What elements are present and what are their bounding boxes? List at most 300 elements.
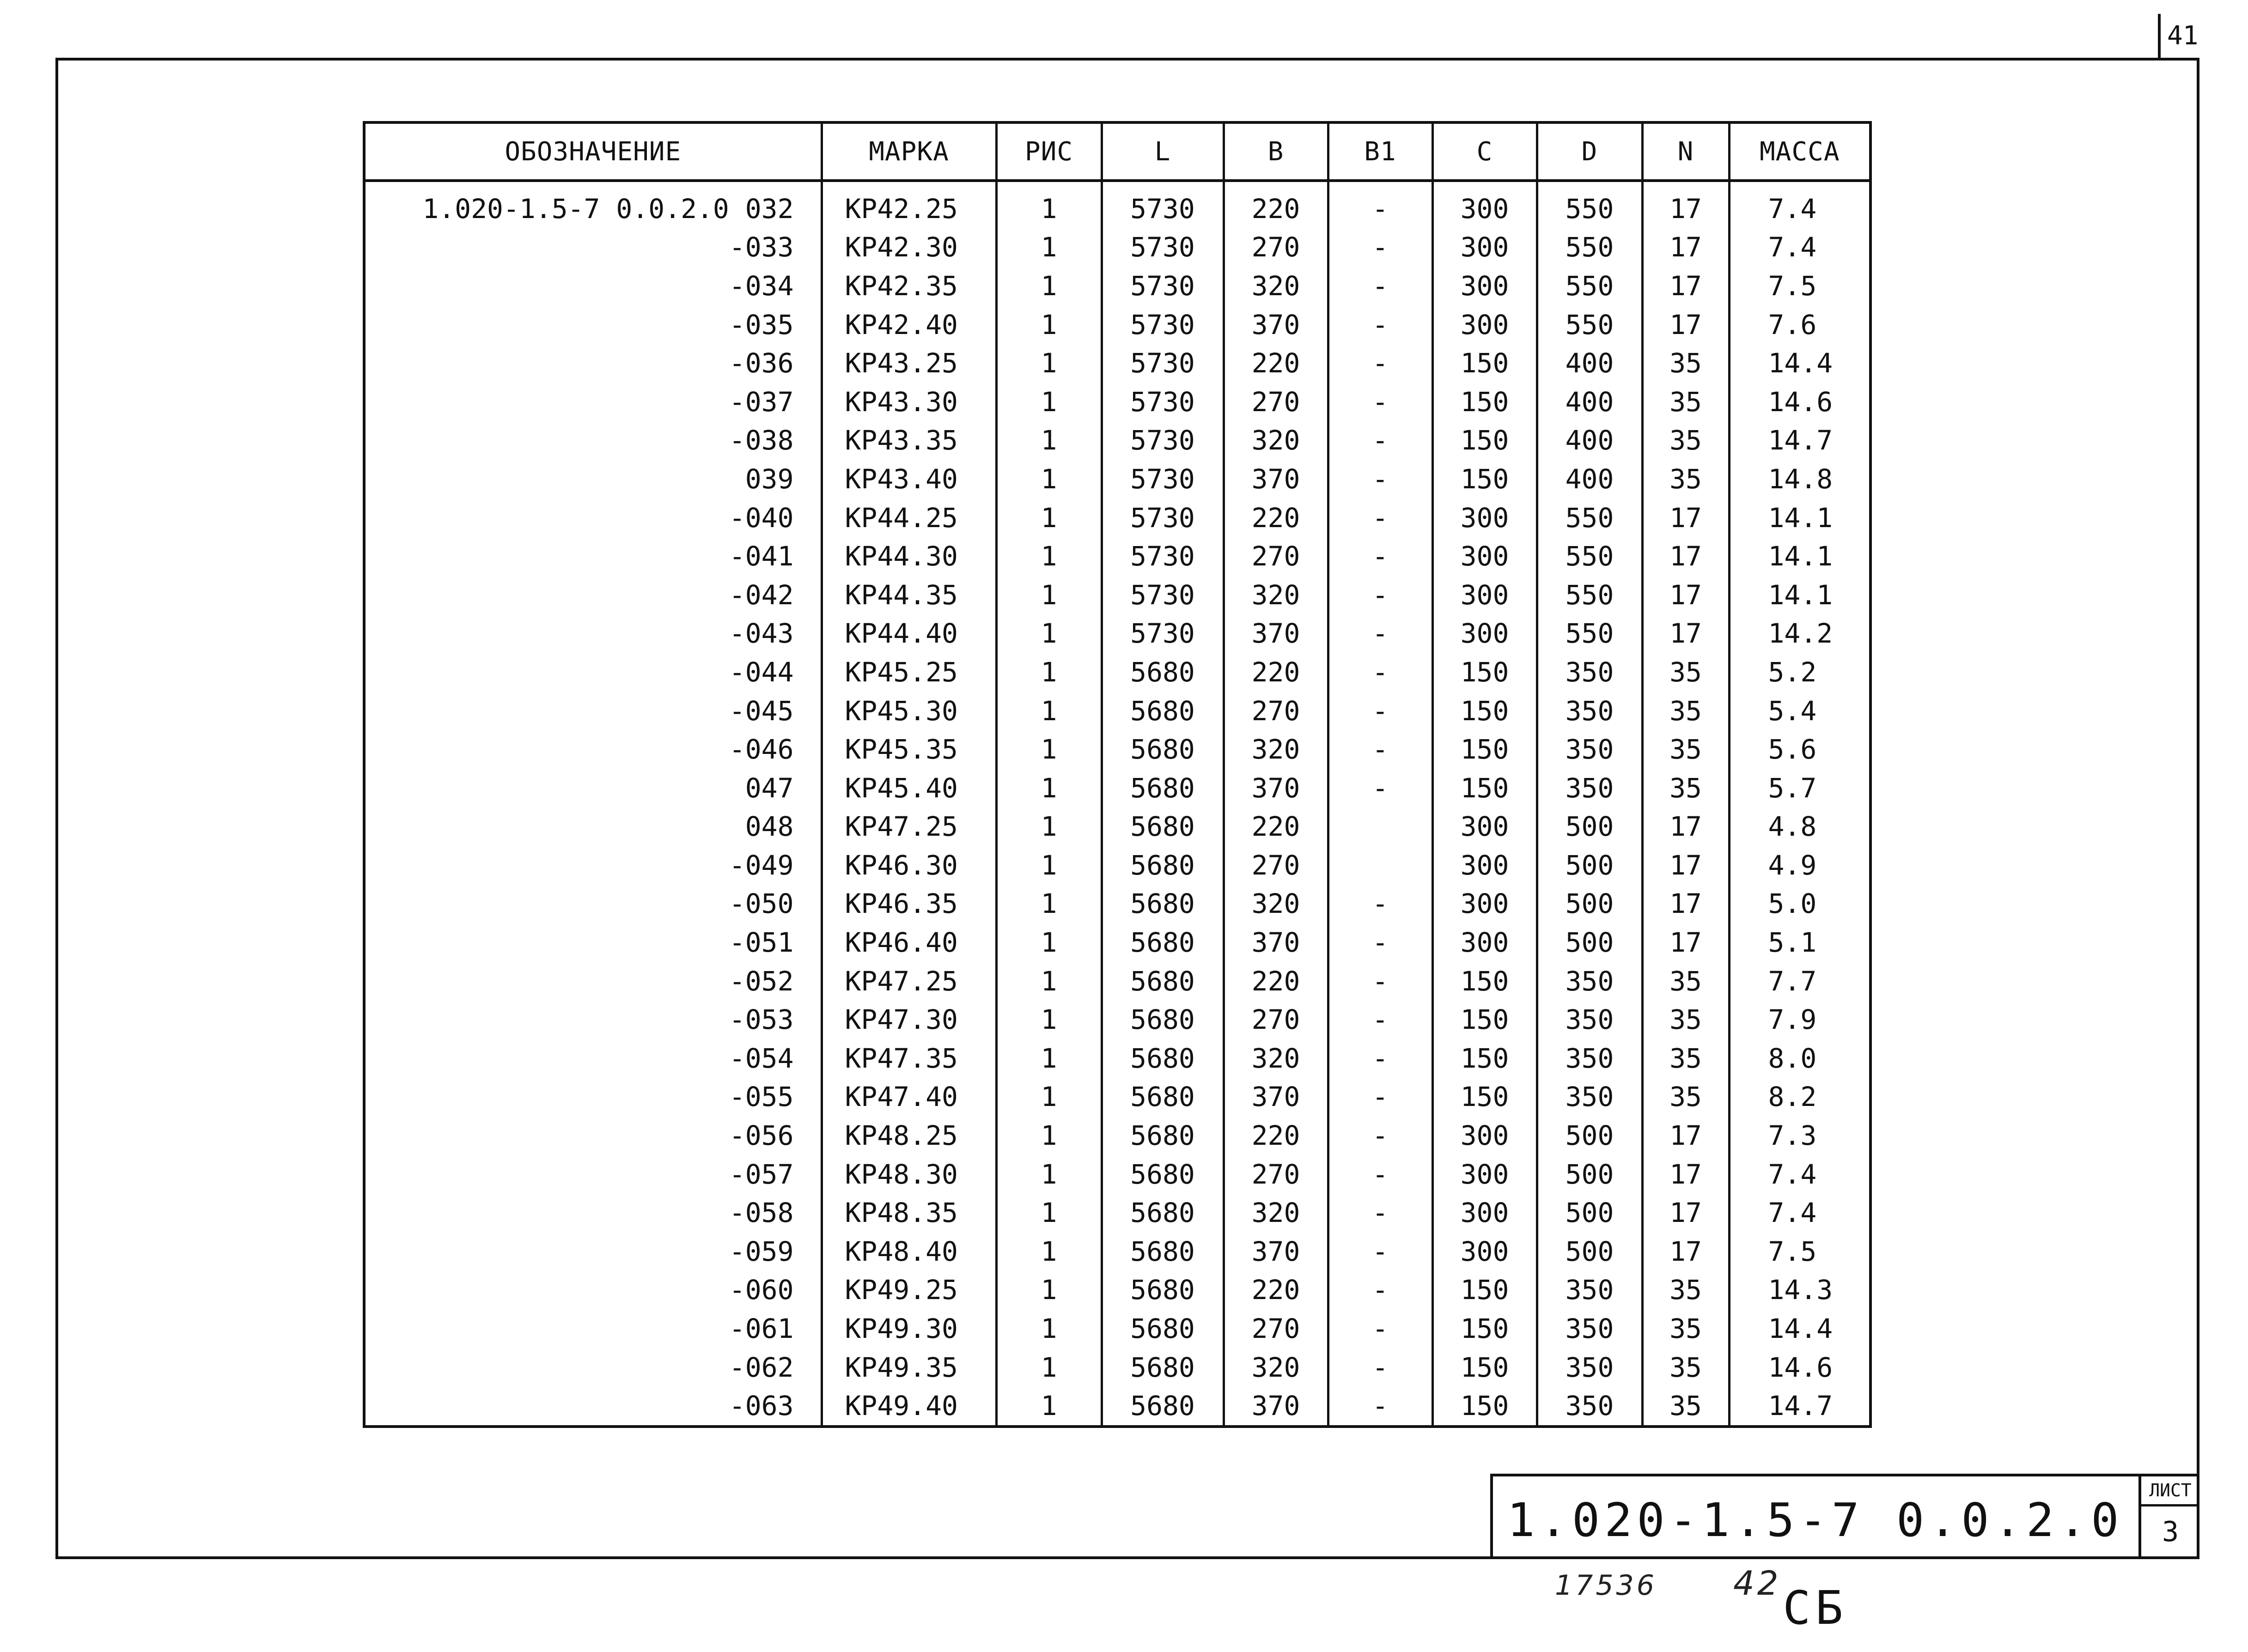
table-row xyxy=(364,962,1870,1001)
table-row xyxy=(364,1271,1870,1310)
table-row xyxy=(364,692,1870,730)
cell-figure: 1 xyxy=(996,692,1102,730)
cell-designation: -059 xyxy=(729,1235,794,1267)
cell-n: 17 xyxy=(1642,846,1729,885)
cell-c: 300 xyxy=(1432,923,1537,962)
table-row xyxy=(364,1386,1870,1427)
cell-l: 5680 xyxy=(1102,1078,1224,1117)
inventory-page: 42 xyxy=(1733,1564,1781,1603)
cell-mass: 14.4 xyxy=(1729,344,1870,383)
cell-mark: KP43.25 xyxy=(822,344,996,383)
table-row xyxy=(364,846,1870,885)
cell-b1: - xyxy=(1328,614,1432,653)
cell-b: 220 xyxy=(1224,181,1328,228)
cell-mass: 14.1 xyxy=(1729,576,1870,614)
cell-mass: 14.1 xyxy=(1729,537,1870,576)
cell-n: 35 xyxy=(1642,1271,1729,1310)
table-row xyxy=(364,808,1870,846)
cell-d: 550 xyxy=(1537,537,1642,576)
cell-c: 300 xyxy=(1432,537,1537,576)
cell-b1: - xyxy=(1328,421,1432,460)
cell-l: 5680 xyxy=(1102,1348,1224,1387)
cell-n: 35 xyxy=(1642,1000,1729,1039)
cell-l: 5730 xyxy=(1102,460,1224,498)
cell-designation: -058 xyxy=(729,1197,794,1229)
cell-b: 270 xyxy=(1224,537,1328,576)
cell-l: 5730 xyxy=(1102,181,1224,228)
cell-n: 17 xyxy=(1642,1193,1729,1232)
table-row xyxy=(364,1193,1870,1232)
cell-b1: - xyxy=(1328,1116,1432,1155)
cell-mark: KP42.40 xyxy=(822,305,996,344)
cell-d: 550 xyxy=(1537,228,1642,267)
cell-d: 350 xyxy=(1537,1000,1642,1039)
cell-b: 320 xyxy=(1224,421,1328,460)
cell-mass: 14.3 xyxy=(1729,1271,1870,1310)
table-row xyxy=(364,1348,1870,1387)
cell-b: 270 xyxy=(1224,228,1328,267)
cell-b1: - xyxy=(1328,181,1432,228)
cell-mark: KP48.35 xyxy=(822,1193,996,1232)
cell-d: 500 xyxy=(1537,1116,1642,1155)
cell-designation: -041 xyxy=(729,541,794,572)
cell-l: 5680 xyxy=(1102,1155,1224,1194)
cell-d: 500 xyxy=(1537,808,1642,846)
cell-mass: 7.7 xyxy=(1729,962,1870,1001)
cell-l: 5730 xyxy=(1102,614,1224,653)
cell-n: 35 xyxy=(1642,1386,1729,1427)
column-header-n: N xyxy=(1642,122,1729,181)
cell-designation: -045 xyxy=(729,695,794,727)
cell-b: 220 xyxy=(1224,1116,1328,1155)
cell-mark: KP44.40 xyxy=(822,614,996,653)
cell-mass: 4.8 xyxy=(1729,808,1870,846)
cell-b1 xyxy=(1328,846,1432,885)
cell-b: 320 xyxy=(1224,576,1328,614)
cell-figure: 1 xyxy=(996,421,1102,460)
cell-designation: -037 xyxy=(729,386,794,418)
cell-l: 5680 xyxy=(1102,1000,1224,1039)
cell-b1: - xyxy=(1328,537,1432,576)
cell-l: 5680 xyxy=(1102,769,1224,808)
cell-d: 500 xyxy=(1537,885,1642,923)
cell-c: 300 xyxy=(1432,305,1537,344)
cell-figure: 1 xyxy=(996,614,1102,653)
cell-b: 320 xyxy=(1224,1193,1328,1232)
cell-b1: - xyxy=(1328,267,1432,305)
cell-c: 300 xyxy=(1432,267,1537,305)
cell-b1: - xyxy=(1328,228,1432,267)
cell-c: 150 xyxy=(1432,962,1537,1001)
table-row xyxy=(364,923,1870,962)
cell-c: 300 xyxy=(1432,498,1537,537)
cell-designation: -055 xyxy=(729,1081,794,1113)
cell-mass: 7.4 xyxy=(1729,1155,1870,1194)
cell-designation: -053 xyxy=(729,1004,794,1036)
cell-b1: - xyxy=(1328,730,1432,769)
table-row xyxy=(364,498,1870,537)
cell-figure: 1 xyxy=(996,1116,1102,1155)
cell-d: 350 xyxy=(1537,1271,1642,1310)
cell-b: 370 xyxy=(1224,1232,1328,1271)
cell-figure: 1 xyxy=(996,923,1102,962)
column-header-mass: МАССА xyxy=(1729,122,1870,181)
table-row xyxy=(364,181,1870,228)
cell-designation: -063 xyxy=(729,1390,794,1422)
cell-mark: KP46.30 xyxy=(822,846,996,885)
cell-mass: 14.2 xyxy=(1729,614,1870,653)
cell-b1: - xyxy=(1328,923,1432,962)
cell-d: 350 xyxy=(1537,1309,1642,1348)
cell-n: 17 xyxy=(1642,1116,1729,1155)
cell-b: 220 xyxy=(1224,344,1328,383)
cell-c: 300 xyxy=(1432,228,1537,267)
cell-mass: 7.4 xyxy=(1729,181,1870,228)
cell-l: 5680 xyxy=(1102,692,1224,730)
cell-n: 35 xyxy=(1642,962,1729,1001)
cell-b1: - xyxy=(1328,1155,1432,1194)
cell-d: 400 xyxy=(1537,460,1642,498)
cell-figure: 1 xyxy=(996,653,1102,692)
cell-b: 370 xyxy=(1224,460,1328,498)
cell-b: 270 xyxy=(1224,1000,1328,1039)
cell-figure: 1 xyxy=(996,228,1102,267)
cell-b: 320 xyxy=(1224,885,1328,923)
cell-n: 17 xyxy=(1642,1155,1729,1194)
cell-mass: 14.1 xyxy=(1729,498,1870,537)
cell-d: 500 xyxy=(1537,846,1642,885)
cell-figure: 1 xyxy=(996,576,1102,614)
cell-c: 300 xyxy=(1432,808,1537,846)
cell-c: 150 xyxy=(1432,1271,1537,1310)
cell-mark: KP44.30 xyxy=(822,537,996,576)
cell-designation: -061 xyxy=(729,1313,794,1345)
cell-mark: KP45.40 xyxy=(822,769,996,808)
column-header-designation: ОБОЗНАЧЕНИЕ xyxy=(364,122,822,181)
cell-b: 370 xyxy=(1224,1078,1328,1117)
cell-b1: - xyxy=(1328,576,1432,614)
cell-l: 5680 xyxy=(1102,962,1224,1001)
cell-mass: 14.6 xyxy=(1729,383,1870,421)
table-row xyxy=(364,1039,1870,1078)
cell-b1: - xyxy=(1328,1039,1432,1078)
table-row xyxy=(364,885,1870,923)
cell-figure: 1 xyxy=(996,769,1102,808)
cell-c: 150 xyxy=(1432,1348,1537,1387)
cell-l: 5680 xyxy=(1102,1386,1224,1427)
cell-mass: 5.7 xyxy=(1729,769,1870,808)
cell-l: 5680 xyxy=(1102,923,1224,962)
table-row xyxy=(364,1078,1870,1117)
cell-figure: 1 xyxy=(996,962,1102,1001)
cell-n: 17 xyxy=(1642,537,1729,576)
cell-b: 220 xyxy=(1224,498,1328,537)
cell-n: 17 xyxy=(1642,498,1729,537)
cell-d: 350 xyxy=(1537,692,1642,730)
cell-n: 35 xyxy=(1642,460,1729,498)
cell-l: 5680 xyxy=(1102,808,1224,846)
cell-n: 17 xyxy=(1642,808,1729,846)
cell-b1: - xyxy=(1328,498,1432,537)
cell-mass: 7.4 xyxy=(1729,1193,1870,1232)
cell-c: 300 xyxy=(1432,614,1537,653)
cell-l: 5680 xyxy=(1102,1271,1224,1310)
table-row xyxy=(364,769,1870,808)
cell-d: 500 xyxy=(1537,923,1642,962)
cell-figure: 1 xyxy=(996,1232,1102,1271)
column-header-mark: МАРКА xyxy=(822,122,996,181)
cell-mark: KP45.30 xyxy=(822,692,996,730)
cell-n: 35 xyxy=(1642,769,1729,808)
cell-mass: 14.4 xyxy=(1729,1309,1870,1348)
cell-n: 17 xyxy=(1642,923,1729,962)
cell-n: 35 xyxy=(1642,383,1729,421)
cell-c: 150 xyxy=(1432,730,1537,769)
cell-mass: 5.2 xyxy=(1729,653,1870,692)
cell-b1: - xyxy=(1328,383,1432,421)
cell-c: 300 xyxy=(1432,1155,1537,1194)
cell-mark: KP49.40 xyxy=(822,1386,996,1427)
cell-b1: - xyxy=(1328,1309,1432,1348)
cell-designation: 047 xyxy=(745,772,794,804)
cell-figure: 1 xyxy=(996,383,1102,421)
cell-l: 5680 xyxy=(1102,1039,1224,1078)
cell-b: 220 xyxy=(1224,1271,1328,1310)
cell-c: 150 xyxy=(1432,692,1537,730)
cell-c: 300 xyxy=(1432,1193,1537,1232)
cell-designation: -034 xyxy=(729,270,794,302)
cell-figure: 1 xyxy=(996,885,1102,923)
cell-designation: -052 xyxy=(729,965,794,997)
cell-c: 300 xyxy=(1432,576,1537,614)
cell-mark: KP49.30 xyxy=(822,1309,996,1348)
cell-mark: KP43.35 xyxy=(822,421,996,460)
cell-mark: KP45.35 xyxy=(822,730,996,769)
cell-designation: -056 xyxy=(729,1120,794,1152)
cell-d: 550 xyxy=(1537,181,1642,228)
table-row xyxy=(364,1000,1870,1039)
cell-n: 17 xyxy=(1642,305,1729,344)
cell-designation: -051 xyxy=(729,927,794,959)
table-row xyxy=(364,653,1870,692)
cell-mass: 14.7 xyxy=(1729,421,1870,460)
cell-n: 17 xyxy=(1642,267,1729,305)
cell-l: 5730 xyxy=(1102,267,1224,305)
table-row xyxy=(364,1309,1870,1348)
table-row xyxy=(364,1232,1870,1271)
cell-figure: 1 xyxy=(996,460,1102,498)
cell-d: 500 xyxy=(1537,1155,1642,1194)
cell-figure: 1 xyxy=(996,1386,1102,1427)
cell-l: 5730 xyxy=(1102,421,1224,460)
cell-b1: - xyxy=(1328,344,1432,383)
cell-d: 400 xyxy=(1537,421,1642,460)
cell-n: 17 xyxy=(1642,576,1729,614)
column-header-b: B xyxy=(1224,122,1328,181)
cell-mark: KP47.25 xyxy=(822,962,996,1001)
table-row xyxy=(364,228,1870,267)
cell-l: 5680 xyxy=(1102,730,1224,769)
cell-d: 350 xyxy=(1537,769,1642,808)
inventory-stamp xyxy=(1555,1564,1781,1603)
cell-l: 5730 xyxy=(1102,305,1224,344)
cell-c: 300 xyxy=(1432,181,1537,228)
cell-b: 320 xyxy=(1224,1348,1328,1387)
cell-c: 150 xyxy=(1432,1000,1537,1039)
cell-l: 5730 xyxy=(1102,344,1224,383)
cell-figure: 1 xyxy=(996,1309,1102,1348)
cell-n: 17 xyxy=(1642,1232,1729,1271)
cell-mass: 7.9 xyxy=(1729,1000,1870,1039)
cell-c: 150 xyxy=(1432,344,1537,383)
cell-b1: - xyxy=(1328,1386,1432,1427)
cell-figure: 1 xyxy=(996,344,1102,383)
cell-mark: KP44.35 xyxy=(822,576,996,614)
cell-b1: - xyxy=(1328,885,1432,923)
cell-figure: 1 xyxy=(996,498,1102,537)
cell-b: 220 xyxy=(1224,808,1328,846)
cell-d: 550 xyxy=(1537,576,1642,614)
cell-mass: 14.8 xyxy=(1729,460,1870,498)
cell-c: 150 xyxy=(1432,1386,1537,1427)
cell-b1: - xyxy=(1328,305,1432,344)
cell-mass: 7.4 xyxy=(1729,228,1870,267)
cell-b: 370 xyxy=(1224,1386,1328,1427)
cell-figure: 1 xyxy=(996,1193,1102,1232)
table-row xyxy=(364,305,1870,344)
cell-c: 300 xyxy=(1432,846,1537,885)
cell-designation: -043 xyxy=(729,618,794,650)
cell-mark: KP47.30 xyxy=(822,1000,996,1039)
cell-mass: 8.2 xyxy=(1729,1078,1870,1117)
cell-mark: KP42.35 xyxy=(822,267,996,305)
cell-c: 150 xyxy=(1432,383,1537,421)
cell-l: 5730 xyxy=(1102,576,1224,614)
cell-b1: - xyxy=(1328,1271,1432,1310)
cell-mark: KP42.25 xyxy=(822,181,996,228)
cell-b1: - xyxy=(1328,1193,1432,1232)
cell-figure: 1 xyxy=(996,1348,1102,1387)
cell-c: 150 xyxy=(1432,769,1537,808)
cell-d: 400 xyxy=(1537,344,1642,383)
cell-designation: 1.020-1.5-7 0.0.2.0 032 xyxy=(422,193,794,225)
cell-d: 350 xyxy=(1537,1348,1642,1387)
cell-figure: 1 xyxy=(996,730,1102,769)
specification-table xyxy=(363,121,1872,1428)
cell-designation: -042 xyxy=(729,579,794,611)
cell-mark: KP49.25 xyxy=(822,1271,996,1310)
cell-d: 350 xyxy=(1537,1039,1642,1078)
cell-d: 550 xyxy=(1537,267,1642,305)
cell-d: 350 xyxy=(1537,962,1642,1001)
table-row xyxy=(364,537,1870,576)
cell-l: 5730 xyxy=(1102,537,1224,576)
cell-n: 35 xyxy=(1642,1348,1729,1387)
page-number: 41 xyxy=(2158,14,2209,58)
specification-table-body xyxy=(364,181,1870,1427)
cell-c: 150 xyxy=(1432,1039,1537,1078)
table-row xyxy=(364,460,1870,498)
cell-designation: -049 xyxy=(729,849,794,881)
cell-n: 17 xyxy=(1642,181,1729,228)
sheet-label: ЛИСТ xyxy=(2141,1476,2199,1506)
cell-figure: 1 xyxy=(996,305,1102,344)
cell-d: 350 xyxy=(1537,1078,1642,1117)
cell-b1: - xyxy=(1328,692,1432,730)
cell-d: 550 xyxy=(1537,498,1642,537)
cell-n: 35 xyxy=(1642,1309,1729,1348)
cell-mass: 4.9 xyxy=(1729,846,1870,885)
cell-n: 35 xyxy=(1642,344,1729,383)
cell-b1: - xyxy=(1328,1078,1432,1117)
cell-figure: 1 xyxy=(996,181,1102,228)
inventory-number: 17536 xyxy=(1555,1569,1657,1602)
table-row xyxy=(364,421,1870,460)
cell-l: 5680 xyxy=(1102,653,1224,692)
cell-figure: 1 xyxy=(996,808,1102,846)
cell-mark: KP44.25 xyxy=(822,498,996,537)
cell-d: 500 xyxy=(1537,1193,1642,1232)
column-header-d: D xyxy=(1537,122,1642,181)
cell-c: 150 xyxy=(1432,653,1537,692)
cell-n: 35 xyxy=(1642,421,1729,460)
cell-mark: KP45.25 xyxy=(822,653,996,692)
cell-l: 5680 xyxy=(1102,885,1224,923)
cell-mark: KP49.35 xyxy=(822,1348,996,1387)
cell-figure: 1 xyxy=(996,1000,1102,1039)
cell-designation: -036 xyxy=(729,347,794,379)
cell-b: 320 xyxy=(1224,730,1328,769)
cell-b: 220 xyxy=(1224,962,1328,1001)
column-header-figure: РИС xyxy=(996,122,1102,181)
cell-b: 370 xyxy=(1224,923,1328,962)
cell-n: 35 xyxy=(1642,1078,1729,1117)
column-header-b1: B1 xyxy=(1328,122,1432,181)
cell-l: 5730 xyxy=(1102,383,1224,421)
cell-figure: 1 xyxy=(996,1078,1102,1117)
table-row xyxy=(364,1155,1870,1194)
cell-b: 320 xyxy=(1224,267,1328,305)
cell-designation: -057 xyxy=(729,1158,794,1190)
cell-designation: -062 xyxy=(729,1351,794,1383)
table-row xyxy=(364,267,1870,305)
sheet-box xyxy=(2138,1474,2199,1558)
cell-mark: KP48.40 xyxy=(822,1232,996,1271)
cell-b: 270 xyxy=(1224,692,1328,730)
cell-mass: 7.5 xyxy=(1729,267,1870,305)
cell-b: 270 xyxy=(1224,383,1328,421)
cell-d: 550 xyxy=(1537,614,1642,653)
cell-b1: - xyxy=(1328,1348,1432,1387)
cell-designation: -040 xyxy=(729,502,794,534)
cell-mark: KP48.30 xyxy=(822,1155,996,1194)
cell-b: 370 xyxy=(1224,769,1328,808)
table-row xyxy=(364,730,1870,769)
cell-mass: 14.6 xyxy=(1729,1348,1870,1387)
cell-d: 350 xyxy=(1537,1386,1642,1427)
cell-mark: KP47.25 xyxy=(822,808,996,846)
cell-c: 300 xyxy=(1432,1116,1537,1155)
cell-designation: 048 xyxy=(745,811,794,843)
cell-mass: 5.6 xyxy=(1729,730,1870,769)
cell-designation: -038 xyxy=(729,425,794,456)
cell-b1 xyxy=(1328,808,1432,846)
cell-c: 150 xyxy=(1432,460,1537,498)
cell-l: 5680 xyxy=(1102,1309,1224,1348)
document-code: 1.020-1.5-7 0.0.2.0 СБ xyxy=(1507,1493,2124,1635)
cell-mark: KP48.25 xyxy=(822,1116,996,1155)
cell-n: 17 xyxy=(1642,614,1729,653)
